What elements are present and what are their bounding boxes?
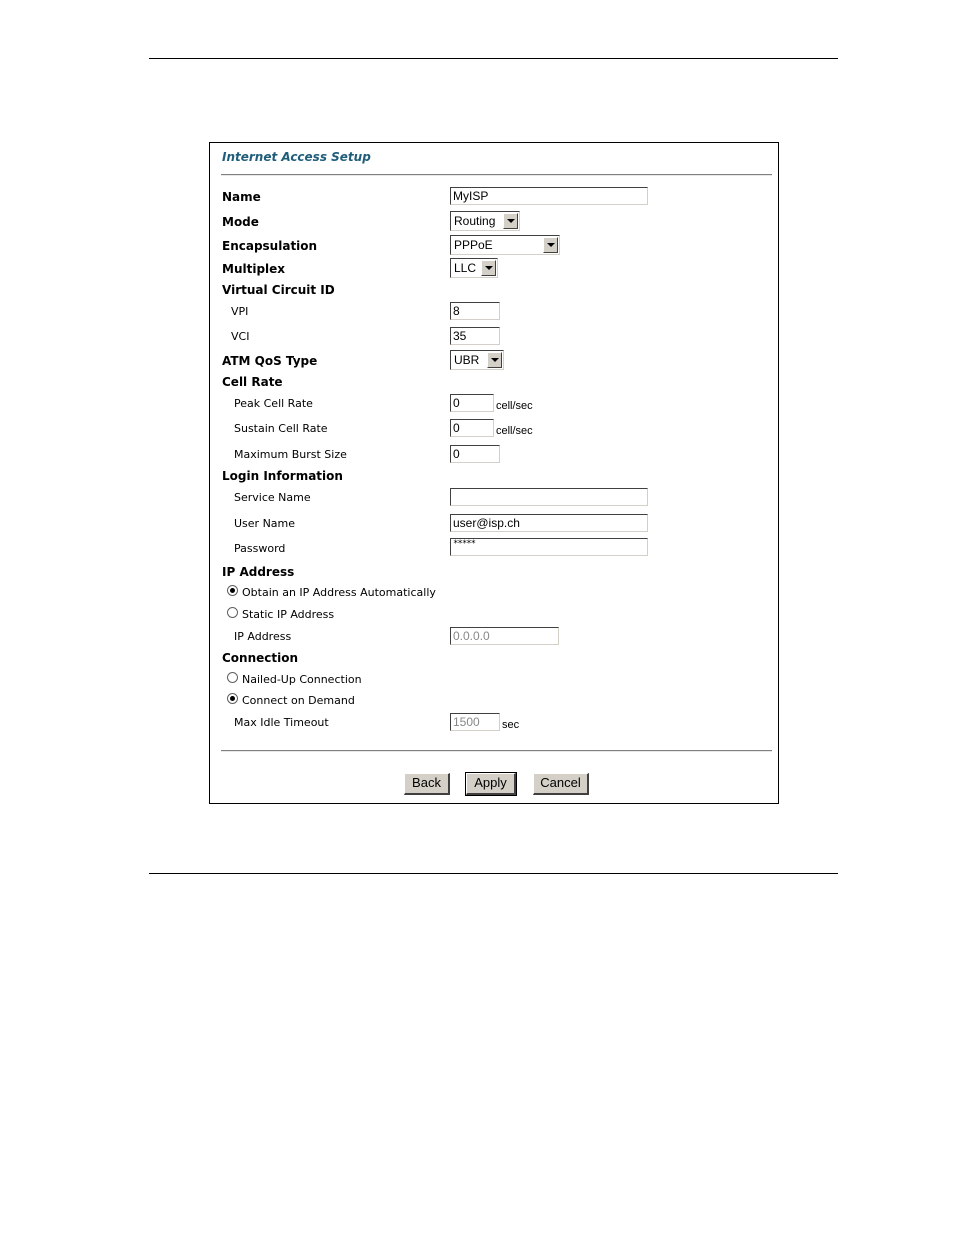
name-label: Name bbox=[222, 190, 261, 204]
max-idle-timeout-label: Max Idle Timeout bbox=[234, 716, 329, 729]
connect-on-demand-label: Connect on Demand bbox=[242, 694, 355, 707]
atm-qos-type-label: ATM QoS Type bbox=[222, 354, 318, 368]
chevron-down-icon[interactable] bbox=[503, 213, 518, 229]
obtain-ip-automatically-label: Obtain an IP Address Automatically bbox=[242, 586, 436, 599]
nailed-up-connection-label: Nailed-Up Connection bbox=[242, 673, 362, 686]
chevron-down-icon[interactable] bbox=[487, 352, 502, 368]
encapsulation-select-value: PPPoE bbox=[454, 238, 493, 252]
chevron-down-icon[interactable] bbox=[481, 260, 496, 276]
multiplex-label: Multiplex bbox=[222, 262, 286, 276]
user-name-input[interactable]: user@isp.ch bbox=[450, 514, 648, 532]
encapsulation-select[interactable] bbox=[450, 235, 560, 255]
maximum-burst-size-input[interactable]: 0 bbox=[450, 445, 500, 463]
password-label: Password bbox=[234, 542, 286, 555]
sustain-cell-rate-input[interactable]: 0 bbox=[450, 419, 494, 437]
obtain-ip-automatically-radio[interactable] bbox=[227, 585, 238, 596]
user-name-label: User Name bbox=[234, 517, 296, 530]
vci-label: VCI bbox=[231, 330, 250, 343]
vpi-label: VPI bbox=[231, 305, 249, 318]
internet-access-setup-panel bbox=[209, 142, 779, 804]
name-input[interactable]: MyISP bbox=[450, 187, 648, 205]
service-name-input[interactable] bbox=[450, 488, 648, 506]
encapsulation-label: Encapsulation bbox=[222, 239, 318, 253]
static-ip-address-radio[interactable] bbox=[227, 607, 238, 618]
nailed-up-connection-radio[interactable] bbox=[227, 672, 238, 683]
virtual-circuit-id-heading: Virtual Circuit ID bbox=[222, 283, 335, 297]
maximum-burst-size-label: Maximum Burst Size bbox=[234, 448, 347, 461]
login-information-heading: Login Information bbox=[222, 469, 343, 483]
panel-title: Internet Access Setup bbox=[222, 150, 371, 164]
connect-on-demand-radio[interactable] bbox=[227, 693, 238, 704]
multiplex-select-value: LLC bbox=[454, 261, 477, 275]
buttons-divider bbox=[221, 750, 772, 752]
cancel-button[interactable]: Cancel bbox=[533, 773, 589, 795]
multiplex-select[interactable] bbox=[450, 258, 498, 278]
mode-select[interactable] bbox=[450, 211, 520, 231]
apply-button[interactable]: Apply bbox=[466, 773, 516, 795]
chevron-down-icon[interactable] bbox=[543, 237, 558, 253]
max-idle-timeout-unit: sec bbox=[502, 719, 520, 731]
sustain-cell-rate-label: Sustain Cell Rate bbox=[234, 422, 328, 435]
connection-heading: Connection bbox=[222, 651, 299, 665]
mode-select-value: Routing bbox=[454, 214, 496, 228]
back-button[interactable]: Back bbox=[404, 773, 450, 795]
ip-address-label: IP Address bbox=[234, 630, 292, 643]
page-top-rule bbox=[149, 58, 838, 59]
cell-rate-heading: Cell Rate bbox=[222, 375, 283, 389]
max-idle-timeout-input[interactable]: 1500 bbox=[450, 713, 500, 731]
mode-label: Mode bbox=[222, 215, 259, 229]
page-bottom-rule bbox=[149, 873, 838, 874]
atm-qos-type-select-value: UBR bbox=[454, 353, 480, 367]
vpi-input[interactable]: 8 bbox=[450, 302, 500, 320]
sustain-cell-rate-unit: cell/sec bbox=[496, 425, 533, 437]
peak-cell-rate-label: Peak Cell Rate bbox=[234, 397, 313, 410]
vci-input[interactable]: 35 bbox=[450, 327, 500, 345]
ip-address-input[interactable]: 0.0.0.0 bbox=[450, 627, 559, 645]
service-name-label: Service Name bbox=[234, 491, 311, 504]
static-ip-address-label: Static IP Address bbox=[242, 608, 335, 621]
title-divider bbox=[221, 174, 772, 176]
peak-cell-rate-input[interactable]: 0 bbox=[450, 394, 494, 412]
password-input[interactable]: ***** bbox=[450, 538, 648, 556]
peak-cell-rate-unit: cell/sec bbox=[496, 400, 533, 412]
ip-address-heading: IP Address bbox=[222, 565, 295, 579]
atm-qos-type-select[interactable] bbox=[450, 350, 504, 370]
